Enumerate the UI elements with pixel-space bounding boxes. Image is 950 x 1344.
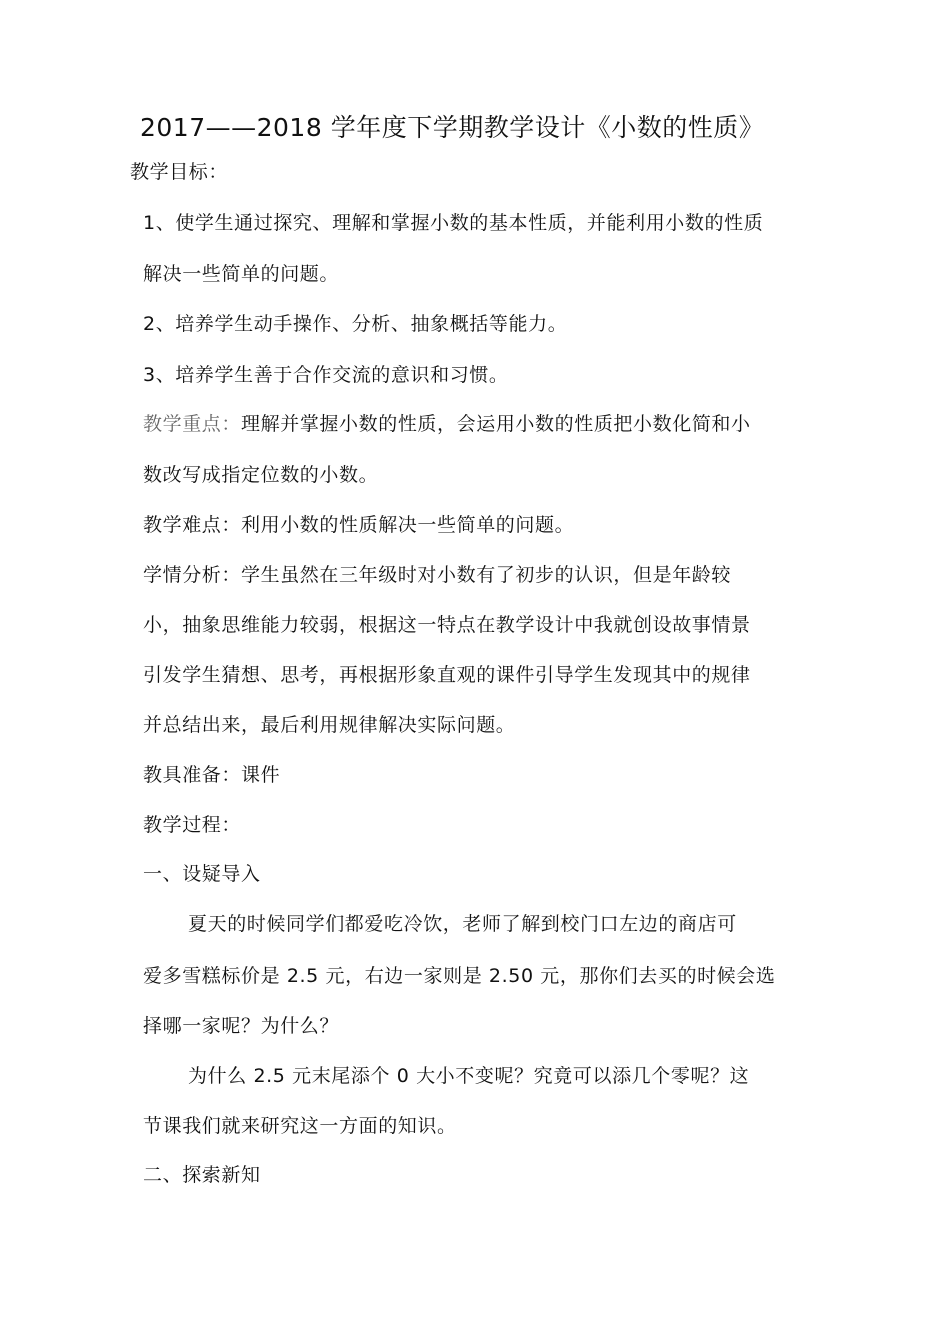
section2-heading: 二、探索新知 — [143, 1164, 261, 1186]
section1-heading: 一、设疑导入 — [143, 863, 261, 885]
section1-para1-line-3: 择哪一家呢？为什么？ — [143, 1015, 340, 1037]
key-points-label: 教学重点： — [143, 413, 242, 435]
objectives-heading: 教学目标： — [130, 161, 229, 183]
key-points-line-2: 数改写成指定位数的小数。 — [143, 464, 379, 486]
section1-para1-line-1: 夏天的时候同学们都爱吃冷饮，老师了解到校门口左边的商店可 — [188, 913, 737, 935]
objective-line-2: 解决一些简单的问题。 — [143, 263, 340, 285]
process-heading: 教学过程： — [143, 814, 242, 836]
objective-line-1: 1、使学生通过探究、理解和掌握小数的基本性质，并能利用小数的性质 — [143, 212, 764, 234]
analysis-line-4: 并总结出来，最后利用规律解决实际问题。 — [143, 714, 516, 736]
section1-para2-line-1: 为什么 2.5 元末尾添个 0 大小不变呢？究竟可以添几个零呢？这 — [188, 1065, 750, 1087]
tools-line: 教具准备：课件 — [143, 764, 281, 786]
section1-para1-line-2: 爱多雪糕标价是 2.5 元，右边一家则是 2.50 元，那你们去买的时候会选 — [143, 965, 776, 987]
key-points-text: 理解并掌握小数的性质，会运用小数的性质把小数化简和小 — [241, 413, 751, 435]
analysis-line-2: 小，抽象思维能力较弱，根据这一特点在教学设计中我就创设故事情景 — [143, 614, 751, 636]
section1-para2-line-2: 节课我们就来研究这一方面的知识。 — [143, 1115, 457, 1137]
document-title: 2017——2018 学年度下学期教学设计《小数的性质》 — [140, 113, 765, 142]
analysis-line-3: 引发学生猜想、思考，再根据形象直观的课件引导学生发现其中的规律 — [143, 664, 751, 686]
analysis-line-1: 学情分析：学生虽然在三年级时对小数有了初步的认识，但是年龄较 — [143, 564, 732, 586]
objective-line-4: 3、培养学生善于合作交流的意识和习惯。 — [143, 364, 509, 386]
key-points-line-1 — [143, 409, 751, 439]
difficulty-line: 教学难点：利用小数的性质解决一些简单的问题。 — [143, 514, 575, 536]
objective-line-3: 2、培养学生动手操作、分析、抽象概括等能力。 — [143, 313, 568, 335]
